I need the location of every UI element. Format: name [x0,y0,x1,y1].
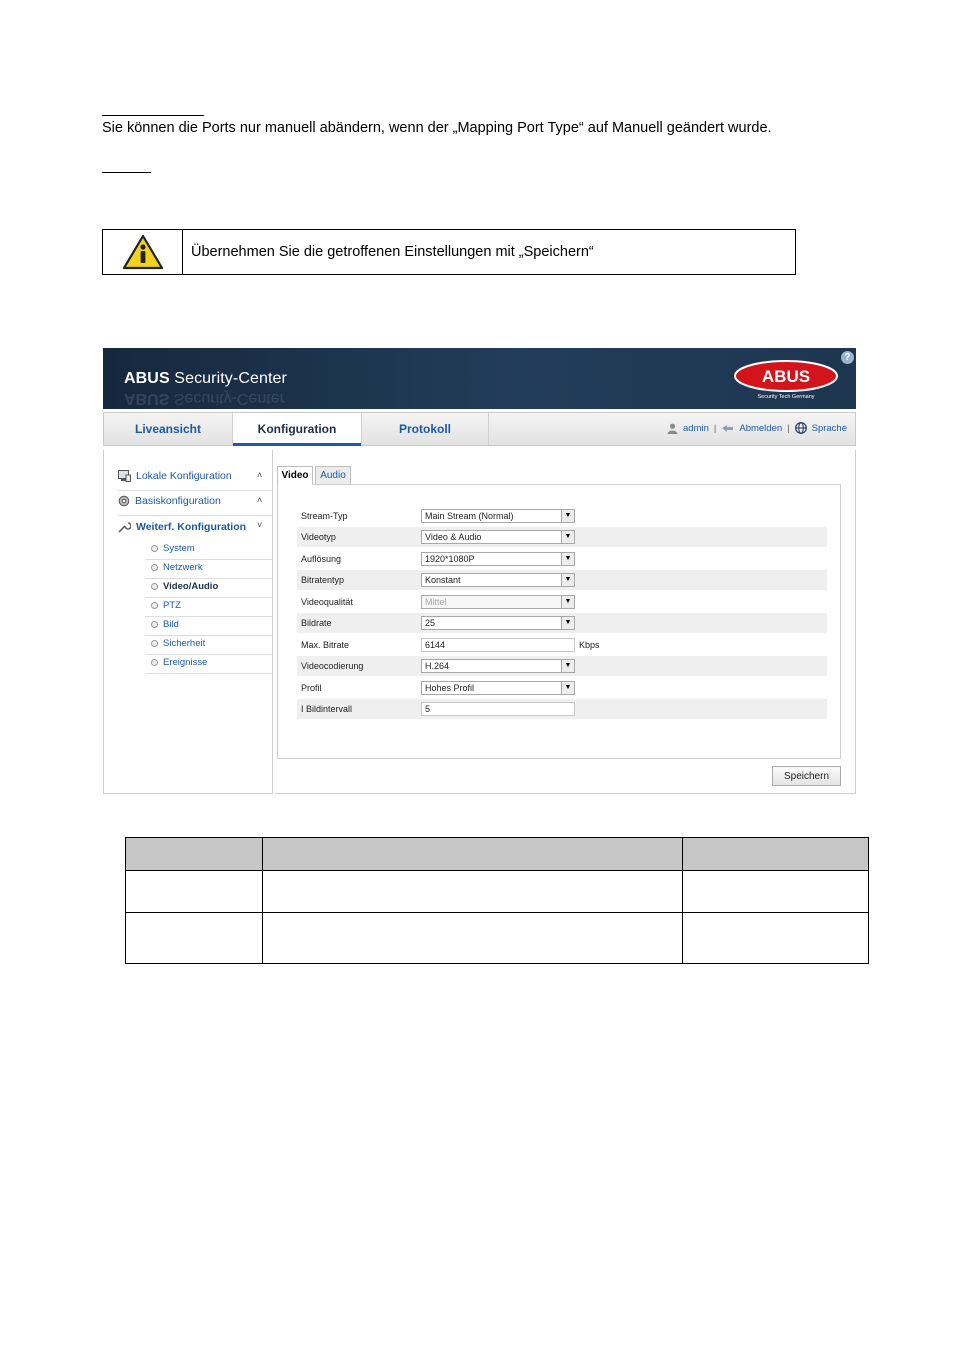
table-cell [263,871,683,913]
sidebar-group-lokale-konfiguration[interactable]: Lokale Konfiguration [118,470,232,482]
bullet-icon [151,602,158,609]
tab-audio[interactable]: Audio [315,466,351,485]
field-videotyp [297,527,827,547]
sidebar-item-ereignisse[interactable]: Ereignisse [151,657,207,668]
bullet-icon [151,640,158,647]
language-link[interactable]: Sprache [811,422,847,434]
abus-logo-subtitle: Security Tech Germany [757,394,815,400]
sidebar-divider [145,597,272,598]
header-bar [103,348,856,409]
field-bitratentyp [297,570,827,590]
bullet-icon [151,564,158,571]
dropdown-arrow-icon: ▼ [561,682,574,694]
sidebar-item-video-audio[interactable]: Video/Audio [151,581,218,592]
table-cell [683,871,869,913]
field-label: Max. Bitrate [301,640,350,650]
tab-liveansicht[interactable]: Liveansicht [134,422,202,436]
dropdown-arrow-icon: ▼ [561,553,574,565]
profil-select[interactable]: Hohes Profil ▼ [421,681,575,695]
max-bitrate-input[interactable]: 6144 [421,638,575,652]
notice-box [102,229,796,275]
logout-icon [721,424,734,433]
tab-protokoll[interactable]: Protokoll [398,422,451,436]
monitor-icon [118,470,131,482]
dropdown-arrow-icon: ▼ [561,596,574,608]
chevron-down-icon[interactable]: ˅ [257,520,263,530]
web-ui-screenshot [103,348,856,794]
gear-icon [118,495,130,507]
tab-video[interactable]: Video [277,466,313,485]
table-header-cell [683,838,869,871]
logout-link[interactable]: Abmelden [739,422,783,434]
videocodierung-select[interactable]: H.264 ▼ [421,659,575,673]
sidebar-item-system[interactable]: System [151,543,195,554]
table-header-cell [126,838,263,871]
sidebar [103,450,273,794]
notice-icon-cell [103,230,183,274]
wrench-icon [118,520,131,533]
field-label: Bildrate [301,618,332,628]
globe-icon [795,422,807,434]
field-max-bitrate [297,635,827,655]
dropdown-arrow-icon: ▼ [561,660,574,672]
dropdown-arrow-icon: ▼ [561,531,574,543]
user-separator: | [713,422,717,434]
main-nav [103,412,856,446]
brand-title: ABUS Security-Center [124,370,287,387]
videotyp-select[interactable]: Video & Audio ▼ [421,530,575,544]
table-header-row [126,838,869,871]
field-label: I Bildintervall [301,704,353,714]
field-label: Auflösung [301,554,342,564]
table-row [126,913,869,964]
bitrate-unit: Kbps [579,640,600,650]
table-cell [126,913,263,964]
field-i-bildintervall [297,699,827,719]
help-icon[interactable]: ? [841,351,854,364]
chevron-up-icon[interactable]: ˄ [257,495,263,505]
sidebar-divider [118,490,272,491]
abus-logo-text: ABUS [761,367,811,386]
user-area [667,422,847,434]
sidebar-divider [145,654,272,655]
bildrate-select[interactable]: 25 ▼ [421,616,575,630]
sidebar-divider [145,673,272,674]
video-settings-panel [277,484,841,759]
field-label: Videotyp [301,532,336,542]
note-heading-underline [102,115,204,116]
i-bildintervall-input[interactable]: 5 [421,702,575,716]
aufloesung-select[interactable]: 1920*1080P ▼ [421,552,575,566]
sidebar-item-bild[interactable]: Bild [151,619,179,630]
field-videocodierung [297,656,827,676]
content-area [275,450,856,794]
bullet-icon [151,583,158,590]
chevron-up-icon[interactable]: ˄ [257,470,263,480]
field-aufloesung [297,549,827,569]
nav-separator [488,413,489,445]
field-stream-typ [297,506,827,526]
sidebar-divider [145,635,272,636]
field-bildrate [297,613,827,633]
dropdown-arrow-icon: ▼ [561,510,574,522]
info-warning-icon [122,234,164,270]
sidebar-group-weiterf-konfiguration[interactable]: Weiterf. Konfiguration [118,520,246,533]
sidebar-divider [145,578,272,579]
sidebar-group-basiskonfiguration[interactable]: Basiskonfiguration [118,495,221,507]
dropdown-arrow-icon: ▼ [561,617,574,629]
videoqualitaet-select: Mittel ▼ [421,595,575,609]
field-label: Stream-Typ [301,511,348,521]
tab-konfiguration[interactable]: Konfiguration [233,413,361,446]
table-cell [683,913,869,964]
sidebar-item-sicherheit[interactable]: Sicherheit [151,638,205,649]
table-row [126,871,869,913]
user-icon [667,423,678,434]
table-cell [263,913,683,964]
field-label: Videoqualität [301,597,353,607]
bitratentyp-select[interactable]: Konstant ▼ [421,573,575,587]
username-link[interactable]: admin [683,422,709,434]
sidebar-divider [145,559,272,560]
field-label: Bitratentyp [301,575,345,585]
notice-text: Übernehmen Sie die getroffenen Einstellungen mit „Speichern“ [191,244,594,260]
sidebar-item-netzwerk[interactable]: Netzwerk [151,562,203,573]
field-videoqualitaet [297,592,827,612]
abus-logo [733,359,839,401]
stream-typ-select[interactable]: Main Stream (Normal) ▼ [421,509,575,523]
bullet-icon [151,621,158,628]
dropdown-arrow-icon: ▼ [561,574,574,586]
brand-reflection: ABUS Security-Center [124,390,285,407]
save-button[interactable]: Speichern [772,766,841,786]
note-text: Sie können die Ports nur manuell abändern, wenn der „Mapping Port Type“ auf Manuell geändert wurde. [102,120,772,136]
section-heading-underline [102,172,151,173]
parameter-table [125,837,869,964]
sidebar-divider [118,515,272,516]
sidebar-divider [145,616,272,617]
bullet-icon [151,659,158,666]
field-label: Videocodierung [301,661,364,671]
field-profil [297,678,827,698]
field-label: Profil [301,683,322,693]
table-cell [126,871,263,913]
table-header-cell [263,838,683,871]
user-separator: | [787,422,790,434]
sidebar-item-ptz[interactable]: PTZ [151,600,181,611]
bullet-icon [151,545,158,552]
